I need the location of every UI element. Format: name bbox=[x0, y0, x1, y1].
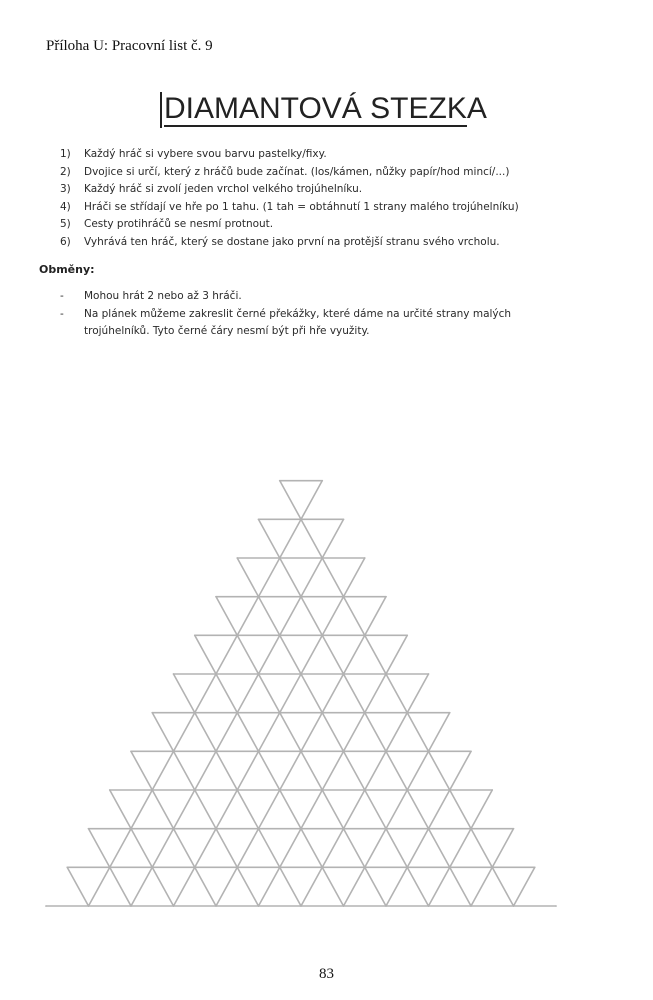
board-line-diagonal[interactable] bbox=[174, 558, 365, 906]
board-line-diagonal[interactable] bbox=[195, 635, 344, 906]
variant-item bbox=[52, 306, 572, 341]
rule-item bbox=[52, 181, 572, 199]
text-cursor bbox=[160, 92, 162, 128]
rule-number: 5) bbox=[60, 218, 71, 231]
rule-text: Každý hráč si zvolí jeden vrchol velkého trojúhelníku. bbox=[84, 183, 363, 196]
variant-text: Mohou hrát 2 nebo až 3 hráči. bbox=[84, 290, 242, 302]
board-line-diagonal[interactable] bbox=[514, 867, 535, 906]
rule-text: Vyhrává ten hráč, který se dostane jako první na protější stranu svého vrcholu. bbox=[84, 235, 500, 248]
board-line-diagonal[interactable] bbox=[429, 790, 493, 906]
rule-number: 4) bbox=[60, 200, 71, 213]
rule-text: Každý hráč si vybere svou barvu pastelky/fixy. bbox=[84, 148, 327, 160]
variants-heading: Obměny: bbox=[39, 263, 95, 276]
rule-number: 2) bbox=[60, 165, 71, 178]
rule-item bbox=[52, 234, 572, 252]
board-line-diagonal[interactable] bbox=[89, 481, 323, 906]
board-line-diagonal[interactable] bbox=[280, 481, 514, 906]
rule-number: 6) bbox=[60, 235, 71, 248]
variants-list bbox=[52, 288, 572, 341]
triangular-game-board[interactable] bbox=[40, 440, 590, 912]
board-line-diagonal[interactable] bbox=[344, 713, 450, 906]
page-title: DIAMANTOVÁ STEZKA bbox=[164, 92, 487, 125]
rule-text: Hráči se střídají ve hře po 1 tahu. (1 tah = obtáhnutí 1 strany malého trojúhelníku) bbox=[84, 200, 519, 213]
rule-number: 3) bbox=[60, 183, 71, 196]
rule-text: Cesty protihráčů se nesmí protnout. bbox=[84, 218, 274, 231]
rule-item bbox=[52, 199, 572, 217]
rule-text: Dvojice si určí, který z hráčů bude začínat. (los/kámen, nůžky papír/hod mincí/...) bbox=[84, 165, 510, 178]
rule-number: 1) bbox=[60, 148, 71, 160]
board-line-diagonal[interactable] bbox=[110, 790, 174, 906]
rule-item bbox=[52, 216, 572, 234]
variant-dash: - bbox=[60, 307, 64, 320]
rule-item bbox=[52, 164, 572, 182]
board-line-diagonal[interactable] bbox=[152, 713, 258, 906]
variant-item bbox=[52, 288, 572, 306]
rule-item bbox=[52, 146, 572, 164]
board-line-diagonal[interactable] bbox=[237, 558, 428, 906]
title-block bbox=[160, 92, 487, 132]
variant-dash: - bbox=[60, 290, 64, 302]
header-note: Příloha U: Pracovní list č. 9 bbox=[46, 38, 213, 54]
variant-text: Na plánek můžeme zakreslit černé překážky, které dáme na určité strany malých trojúhelníků. Tyto černé čáry nesmí být při hře využity. bbox=[84, 307, 512, 338]
title-underline bbox=[164, 125, 467, 127]
board-line-diagonal[interactable] bbox=[67, 867, 88, 906]
rules-list bbox=[52, 146, 572, 252]
page-number: 83 bbox=[319, 966, 334, 982]
board-line-diagonal[interactable] bbox=[259, 635, 408, 906]
